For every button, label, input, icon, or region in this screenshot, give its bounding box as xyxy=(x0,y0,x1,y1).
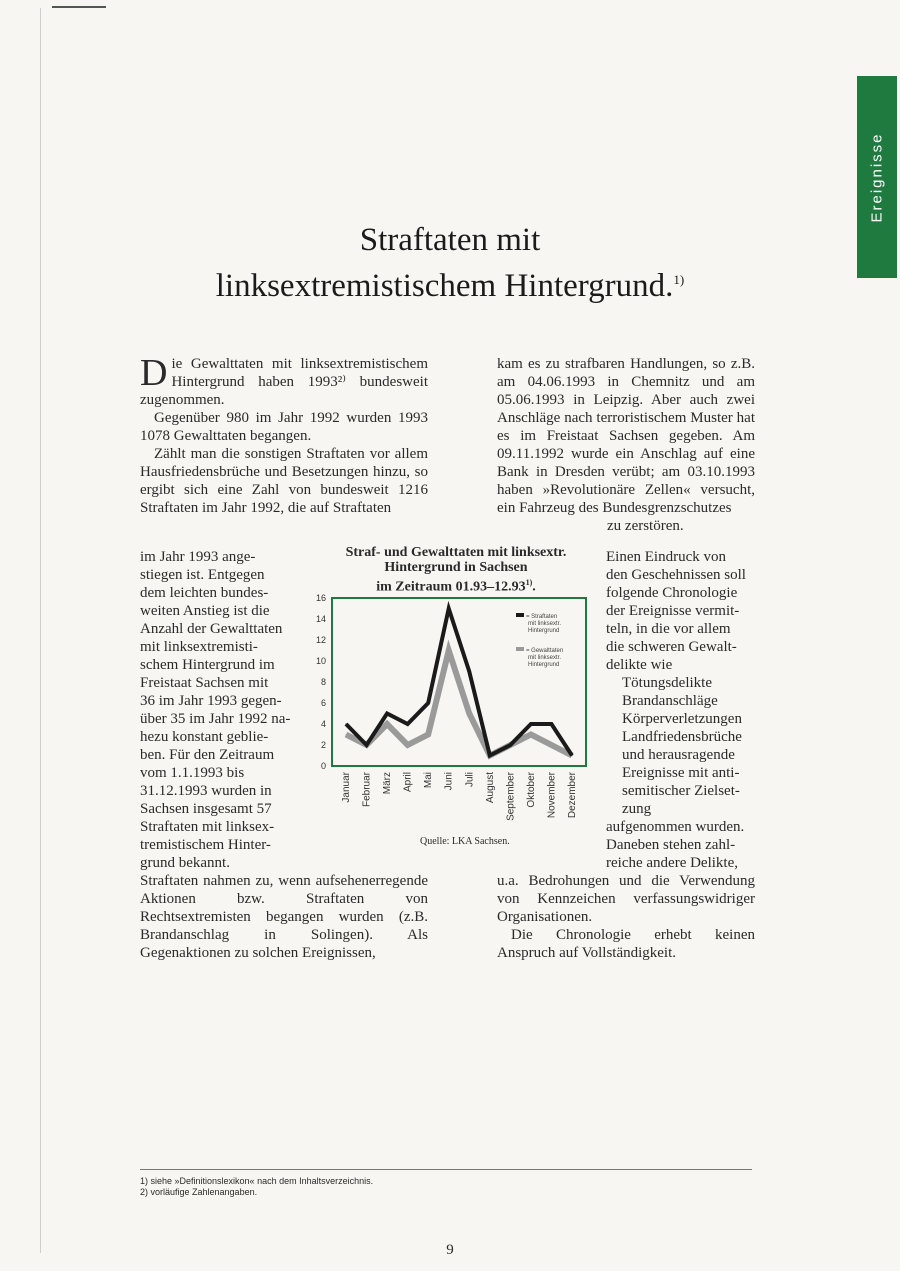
legend-label: Hintergrund xyxy=(528,628,560,634)
offence-list-item: Landfriedensbrüche xyxy=(622,729,742,745)
data-point xyxy=(346,724,347,725)
right-column-line: Einen Eindruck von xyxy=(606,549,726,565)
y-tick-label: 2 xyxy=(320,740,326,750)
chart-title-line-3: im Zeitraum 01.93–12.93$^{1)}$. xyxy=(376,578,536,595)
legend-label: mit linksextr. xyxy=(528,621,562,627)
data-point xyxy=(530,734,531,735)
left-column-line: vom 1.1.1993 bis xyxy=(140,765,245,781)
left-column-line: über 35 im Jahr 1992 na- xyxy=(140,711,291,727)
chart-title-line-2: Hintergrund in Sachsen xyxy=(384,560,528,575)
offence-list-item: und herausragende xyxy=(622,747,735,763)
y-tick-label: 14 xyxy=(315,614,326,624)
title-line-1: Straftaten mit xyxy=(359,222,541,258)
legend-label: Hintergrund xyxy=(528,662,560,668)
footnote-2: 2) vorläufige Zahlenangaben. xyxy=(140,1187,258,1197)
dropcap: D xyxy=(140,352,168,394)
x-tick-label: September xyxy=(505,772,517,821)
right-column-line: der Ereignisse vermit- xyxy=(606,603,740,619)
chart-title-line-1: Straf- und Gewalttaten mit linksextr. xyxy=(345,545,567,560)
data-point xyxy=(387,724,388,725)
intro-paragraph-2: Gegenüber 980 im Jahr 1992 wurden 1993 1078 Gewalttaten begangen. xyxy=(140,410,428,444)
legend-swatch xyxy=(516,647,524,651)
right-column-line: teln, in die vor allem xyxy=(606,621,731,637)
right-column-line: Daneben stehen zahl- xyxy=(606,837,736,853)
x-tick-label: April xyxy=(402,772,414,793)
bottom-left-text xyxy=(140,872,428,962)
left-column-line: Sachsen insgesamt 57 xyxy=(140,801,272,817)
legend-label: mit linksextr. xyxy=(528,655,562,661)
right-column-line: den Geschehnissen soll xyxy=(606,567,746,583)
data-point xyxy=(469,671,470,672)
x-tick-label: Juli xyxy=(464,772,476,788)
left-column-line: dem leichten bundes- xyxy=(140,585,269,601)
x-tick-label: August xyxy=(484,772,496,804)
data-point xyxy=(551,745,552,746)
left-column-line: weiten Anstieg ist die xyxy=(140,603,270,619)
left-column-line: 31.12.1993 wurden in xyxy=(140,783,272,799)
left-column-line: 36 im Jahr 1993 gegen- xyxy=(140,693,282,709)
x-tick-label: Oktober xyxy=(525,772,537,808)
offence-list-item: Brandanschläge xyxy=(622,693,718,709)
intro-paragraph-3: Zählt man die sonstigen Straftaten vor allem Hausfriedensbrüche und Besetzungen hinzu, so ergibt sich eine Zahl von bundesweit 1216 Straftaten im Jahr 1992, die auf Straftaten xyxy=(140,446,428,516)
data-point xyxy=(551,724,552,725)
left-column-line: im Jahr 1993 ange- xyxy=(140,549,256,565)
offence-list-item: Ereignisse mit anti- xyxy=(622,765,740,781)
chart-title-mark: 1) xyxy=(525,578,533,587)
offence-list-item: zung xyxy=(622,801,652,817)
data-point xyxy=(448,608,449,609)
offence-list-item: Körperverletzungen xyxy=(622,711,742,727)
line-chart xyxy=(312,590,594,830)
data-point xyxy=(469,713,470,714)
right-paragraph-bottom: u.a. Bedrohungen und die Verwendung von Kennzeichen verfassungswidriger Organisationen. xyxy=(497,873,755,925)
data-point xyxy=(387,713,388,714)
right-column-line: delikte wie xyxy=(606,657,673,673)
chart-title xyxy=(312,545,600,595)
x-tick-label: Juni xyxy=(443,772,455,791)
x-tick-label: März xyxy=(382,772,394,795)
data-point xyxy=(428,703,429,704)
left-column-line: hezu konstant geblie- xyxy=(140,729,269,745)
data-point xyxy=(407,745,408,746)
y-tick-label: 0 xyxy=(320,761,326,771)
data-point xyxy=(407,724,408,725)
left-column-line: schem Hintergrund im xyxy=(140,657,275,673)
footnote-rule xyxy=(140,1169,752,1170)
x-tick-label: November xyxy=(546,772,558,819)
title-line-2: linksextremistischem Hintergrund.$^{1)}$ xyxy=(215,268,685,304)
data-point xyxy=(428,734,429,735)
offence-list-item: Tötungsdelikte xyxy=(622,675,712,691)
x-tick-label: Januar xyxy=(341,772,352,803)
offence-list xyxy=(606,674,756,818)
legend-swatch xyxy=(516,613,524,617)
y-tick-label: 12 xyxy=(315,635,326,645)
title-footnote-mark: 1) xyxy=(673,272,685,287)
section-tab-label: Ereignisse xyxy=(868,131,886,223)
data-point xyxy=(572,755,573,756)
y-tick-label: 8 xyxy=(320,677,326,687)
left-narrow-column xyxy=(140,548,302,872)
left-column-line: Freistaat Sachsen mit xyxy=(140,675,269,691)
right-column-line: aufgenommen wurden. xyxy=(606,819,745,835)
footnote-1: 1) siehe »Definitionslexikon« nach dem Inhaltsverzeichnis. xyxy=(140,1176,374,1186)
x-tick-label: Mai xyxy=(423,772,435,789)
legend-label: = Gewalttaten xyxy=(526,648,564,654)
chart-source: Quelle: LKA Sachsen. xyxy=(420,836,510,847)
data-point xyxy=(346,734,347,735)
right-top-text xyxy=(497,355,755,535)
offence-list-item: semitischer Zielset- xyxy=(622,783,740,799)
page-number: 9 xyxy=(446,1242,454,1258)
data-point xyxy=(366,745,367,746)
bottom-left-paragraph: Straftaten nahmen zu, wenn aufsehenerregende Aktionen bzw. Straftaten von Rechtsextremisten begangen wurden (z.B. Brandanschlag in Solingen). Als Gegenaktionen zu solchen Ereignissen, xyxy=(140,873,428,961)
x-tick-label: Februar xyxy=(361,772,373,808)
left-column-line: tremistischem Hinter- xyxy=(140,837,271,853)
data-point xyxy=(448,650,449,651)
right-narrow-column xyxy=(606,548,756,872)
left-column-line: stiegen ist. Entgegen xyxy=(140,567,265,583)
left-column-line: Anzahl der Gewalttaten xyxy=(140,621,283,637)
data-point xyxy=(510,745,511,746)
right-column-line: folgende Chronologie xyxy=(606,585,738,601)
page-margin-line xyxy=(40,8,41,1253)
right-column-line: reiche andere Delikte, xyxy=(606,855,739,871)
right-paragraph-1: kam es zu strafbaren Handlungen, so z.B. am 04.06.1993 in Chemnitz und am 05.06.1993 in Leipzig. Aber auch zwei Anschläge nach terroristischem Muster hat es im Freistaat Sachsen gegeben. Am 09.11.1992 wurde ein Anschlag auf eine Bank in Dresden verübt; am 03.10.1993 haben »Revolutionäre Zellen« versucht, ein Fahrzeug des Bundesgrenzschutzes xyxy=(497,356,755,516)
left-column-line: mit linksextremisti- xyxy=(140,639,258,655)
x-tick-label: Dezember xyxy=(567,772,578,819)
right-paragraph-1-end: zu zerstören. xyxy=(607,518,684,534)
left-column-line: ben. Für den Zeitraum xyxy=(140,747,275,763)
section-tab xyxy=(857,76,897,278)
right-paragraph-final: Die Chronologie erhebt keinen Anspruch auf Vollständigkeit. xyxy=(497,927,755,961)
top-rule xyxy=(52,6,106,8)
intro-paragraph-1: Die Gewalttaten mit linksextremistischem Hintergrund haben 1993²⁾ bundesweit zugenommen. xyxy=(140,352,428,408)
intro-text xyxy=(140,352,428,517)
y-tick-label: 4 xyxy=(320,719,326,729)
y-tick-label: 16 xyxy=(315,593,326,603)
bottom-right-text xyxy=(497,872,755,962)
data-point xyxy=(489,755,490,756)
page-title xyxy=(120,220,780,306)
legend-label: = Straftaten xyxy=(526,614,558,620)
data-point xyxy=(530,724,531,725)
footnotes xyxy=(140,1176,373,1198)
right-column-line: die schweren Gewalt- xyxy=(606,639,737,655)
y-tick-label: 6 xyxy=(320,698,326,708)
y-tick-label: 10 xyxy=(315,656,326,666)
left-column-line: Straftaten mit linksex- xyxy=(140,819,275,835)
left-column-line: grund bekannt. xyxy=(140,855,230,871)
